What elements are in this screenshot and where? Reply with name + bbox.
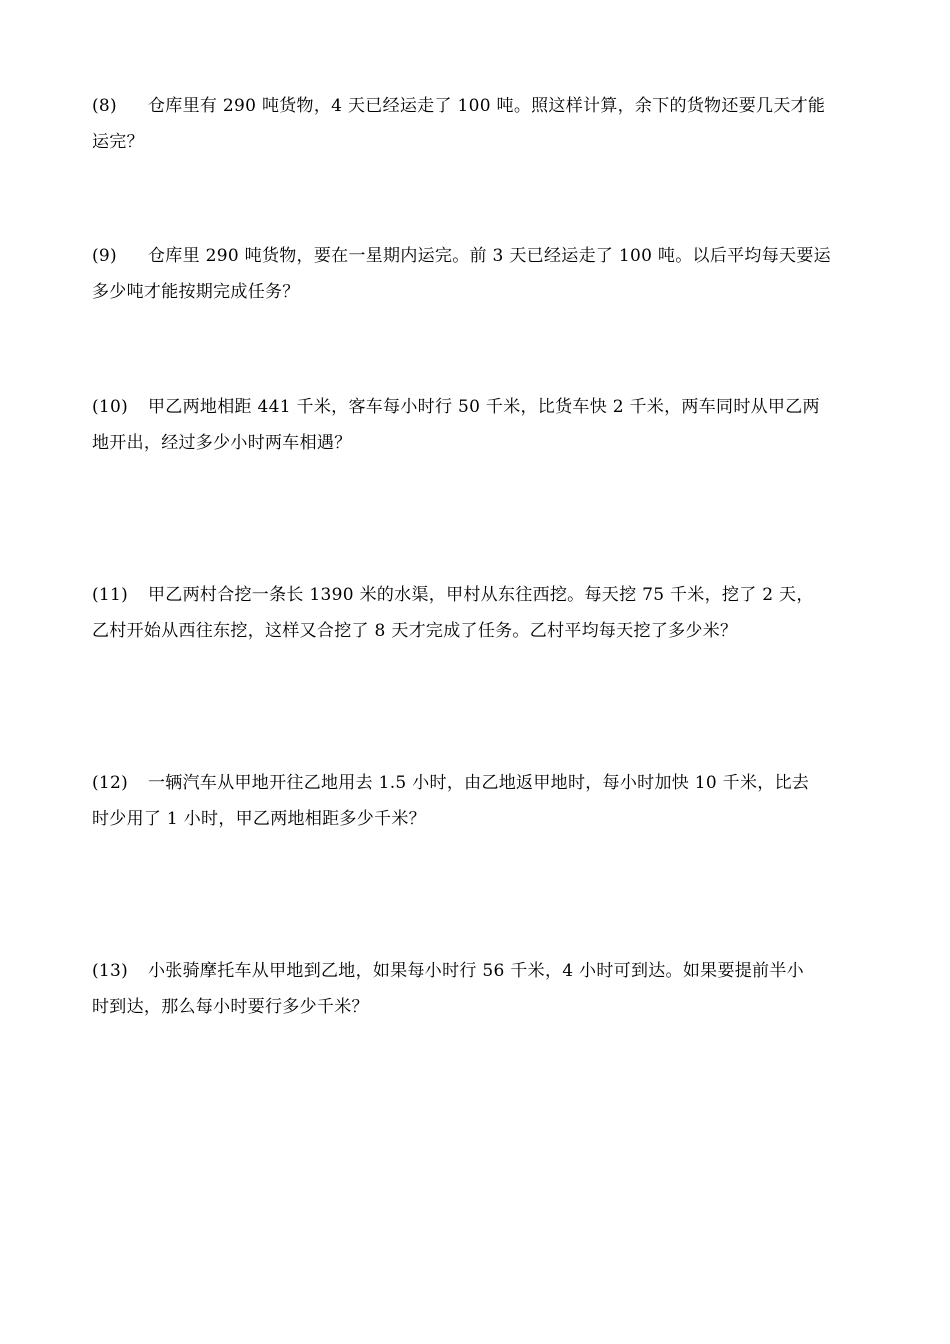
problem-number: (8) <box>92 96 117 116</box>
problem-12 <box>92 765 862 837</box>
problem-13 <box>92 953 862 1025</box>
problem-text: 仓库里有 290 吨货物，4 天已经运走了 100 吨。照这样计算，余下的货物还要几天才能 <box>148 96 826 116</box>
problem-10 <box>92 389 862 461</box>
problem-line-1 <box>92 953 862 989</box>
problem-line-2: 时到达，那么每小时要行多少千米？ <box>92 997 369 1017</box>
problem-line-2: 时少用了 1 小时，甲乙两地相距多少千米？ <box>92 809 426 829</box>
problem-line-2: 运完？ <box>92 132 144 152</box>
problem-line-2: 乙村开始从西往东挖，这样又合挖了 8 天才完成了任务。乙村平均每天挖了多少米？ <box>92 621 738 641</box>
problem-number: (11) <box>92 585 129 605</box>
problem-11 <box>92 577 862 649</box>
problem-line-2: 地开出，经过多少小时两车相遇？ <box>92 433 352 453</box>
problem-line-1 <box>92 577 862 613</box>
problem-text: 一辆汽车从甲地开往乙地用去 1.5 小时，由乙地返甲地时，每小时加快 10 千米，比去 <box>148 773 810 793</box>
problem-line-1 <box>92 389 862 425</box>
problem-8 <box>92 88 862 160</box>
problem-line-1 <box>92 765 862 801</box>
problem-number: (9) <box>92 246 117 266</box>
problem-number: (10) <box>92 397 129 417</box>
problem-number: (13) <box>92 961 129 981</box>
problem-text: 小张骑摩托车从甲地到乙地，如果每小时行 56 千米，4 小时可到达。如果要提前半小 <box>148 961 804 981</box>
problem-line-2: 多少吨才能按期完成任务？ <box>92 282 300 302</box>
problem-9 <box>92 238 862 310</box>
problem-number: (12) <box>92 773 129 793</box>
problem-text: 甲乙两村合挖一条长 1390 米的水渠，甲村从东往西挖。每天挖 75 千米，挖了 2 天， <box>148 585 814 605</box>
problem-text: 仓库里 290 吨货物，要在一星期内运完。前 3 天已经运走了 100 吨。以后平均每天要运 <box>148 246 831 266</box>
problem-text: 甲乙两地相距 441 千米，客车每小时行 50 千米，比货车快 2 千米，两车同时从甲乙两 <box>148 397 820 417</box>
problem-line-1 <box>92 238 862 274</box>
problem-line-1 <box>92 88 862 124</box>
